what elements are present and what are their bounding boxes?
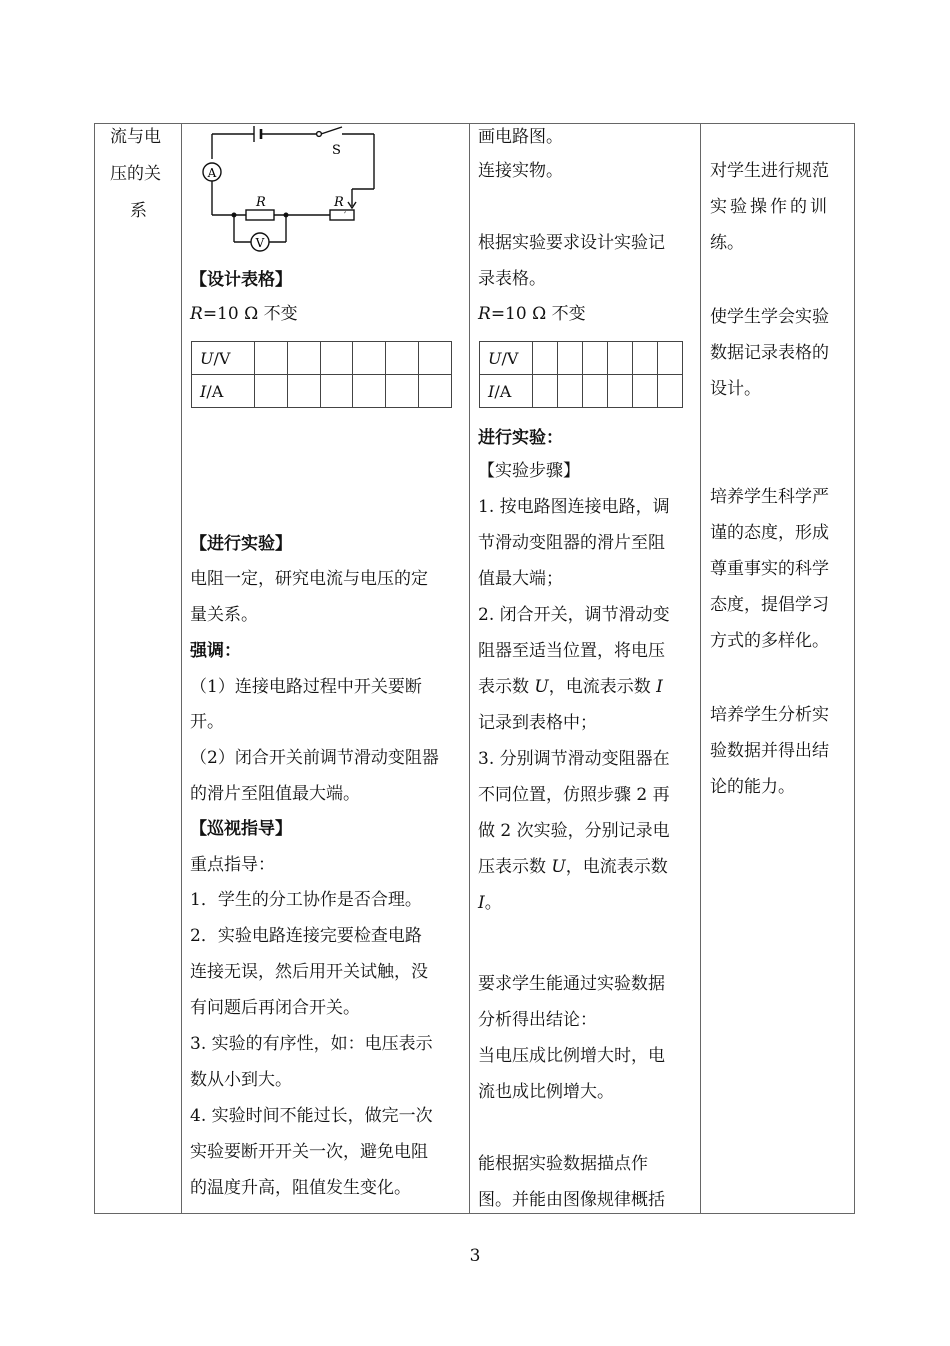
rheostat-prime: ′ xyxy=(344,211,347,222)
emphasis-line: 开。 xyxy=(190,712,224,732)
intent-line: 培养学生分析实 xyxy=(710,705,829,725)
step-line: 阻器至适当位置，将电压 xyxy=(478,641,665,661)
plot-line: 图。并能由图像规律概括 xyxy=(478,1190,665,1210)
step-line: I。 xyxy=(478,893,502,913)
table-right-border xyxy=(854,123,855,1214)
rheostat-label: R xyxy=(334,195,344,210)
inspect-line: 数从小到大。 xyxy=(190,1070,292,1090)
table-row: I/A xyxy=(192,375,452,408)
student-experiment-heading: 进行实验： xyxy=(478,428,563,448)
table-row: I/A xyxy=(480,375,683,408)
intent-line: 论的能力。 xyxy=(710,777,795,797)
intent-line: 态度，提倡学习 xyxy=(710,595,829,615)
intent-line: 对学生进行规范 xyxy=(710,161,829,181)
inspect-line: 4. 实验时间不能过长，做完一次 xyxy=(190,1106,433,1126)
experiment-line: 电阻一定，研究电流与电压的定 xyxy=(190,569,428,589)
step-line: 1. 按电路图连接电路，调 xyxy=(478,497,670,517)
step-line: 3. 分别调节滑动变阻器在 xyxy=(478,749,670,769)
intent-line: 尊重事实的科学 xyxy=(710,559,829,579)
table-row: U/V xyxy=(480,342,683,375)
student-line: 画电路图。 xyxy=(478,127,563,147)
step-line: 节滑动变阻器的滑片至阻 xyxy=(478,533,665,553)
student-resistance-note: R=10 Ω 不变 xyxy=(478,304,586,324)
student-design-line: 录表格。 xyxy=(478,269,546,289)
inspect-heading: 【巡视指导】 xyxy=(190,819,292,839)
step-line: 做 2 次实验，分别记录电 xyxy=(478,821,670,841)
step-line: 值最大端； xyxy=(478,569,563,589)
conclusion-line: 要求学生能通过实验数据 xyxy=(478,974,665,994)
student-record-table xyxy=(479,341,683,408)
intent-line: 练。 xyxy=(710,233,744,253)
inspect-line: 2．实验电路连接完要检查电路 xyxy=(190,926,422,946)
intent-line: 方式的多样化。 xyxy=(710,631,829,651)
resistance-note: R=10 Ω 不变 xyxy=(190,304,298,324)
table-left-border xyxy=(94,123,95,1214)
voltmeter-label: V xyxy=(255,236,265,250)
emphasis-line: 的滑片至阻值最大端。 xyxy=(190,784,360,804)
intent-line: 设计。 xyxy=(710,379,761,399)
intent-line: 使学生学会实验 xyxy=(710,307,829,327)
conclusion-line: 流也成比例增大。 xyxy=(478,1082,614,1102)
topic-line: 流与电 xyxy=(110,127,161,147)
intent-line: 谨的态度，形成 xyxy=(710,523,829,543)
inspect-line: 3. 实验的有序性，如：电压表示 xyxy=(190,1034,433,1054)
rheostat-symbol xyxy=(330,210,354,220)
inspect-line: 连接无误，然后用开关试触，没 xyxy=(190,962,428,982)
resistor-label: R xyxy=(256,195,266,210)
inspect-line: 有问题后再闭合开关。 xyxy=(190,998,360,1018)
experiment-heading: 【进行实验】 xyxy=(190,534,292,554)
table-divider-2 xyxy=(469,123,470,1214)
steps-heading: 【实验步骤】 xyxy=(478,461,580,481)
intent-line: 数据记录表格的 xyxy=(710,343,829,363)
step-line: 表示数 U，电流表示数 I xyxy=(478,677,663,697)
inspect-line: 重点指导： xyxy=(190,855,275,875)
step-line: 不同位置，仿照步骤 2 再 xyxy=(478,785,670,805)
table-divider-1 xyxy=(181,123,182,1214)
emphasis-heading: 强调： xyxy=(190,641,241,661)
step-line: 记录到表格中； xyxy=(478,713,597,733)
topic-line: 系 xyxy=(130,201,147,221)
inspect-line: 的温度升高，阻值发生变化。 xyxy=(190,1178,411,1198)
experiment-line: 量关系。 xyxy=(190,605,258,625)
inspect-line: 1．学生的分工协作是否合理。 xyxy=(190,890,422,910)
table-bottom-border xyxy=(94,1213,855,1214)
ammeter-label: A xyxy=(207,166,217,180)
step-line: 压表示数 U，电流表示数 xyxy=(478,857,668,877)
intent-line: 实验操作的训 xyxy=(710,197,830,217)
plot-line: 能根据实验数据描点作 xyxy=(478,1154,648,1174)
emphasis-line: （1）连接电路过程中开关要断 xyxy=(190,677,422,697)
teacher-record-table xyxy=(191,341,452,408)
inspect-line: 实验要断开开关一次，避免电阻 xyxy=(190,1142,428,1162)
step-line: 2. 闭合开关，调节滑动变 xyxy=(478,605,670,625)
resistor-symbol xyxy=(246,210,274,220)
switch-label: S xyxy=(332,143,341,158)
circuit-diagram xyxy=(196,124,381,254)
switch-contact xyxy=(317,132,322,137)
intent-line: 培养学生科学严 xyxy=(710,487,829,507)
conclusion-line: 分析得出结论： xyxy=(478,1010,597,1030)
switch-lever xyxy=(321,127,342,134)
intent-line: 验数据并得出结 xyxy=(710,741,829,761)
conclusion-line: 当电压成比例增大时，电 xyxy=(478,1046,665,1066)
page-number: 3 xyxy=(469,1246,481,1266)
emphasis-line: （2）闭合开关前调节滑动变阻器 xyxy=(190,748,439,768)
student-line: 连接实物。 xyxy=(478,161,563,181)
topic-line: 压的关 xyxy=(110,164,161,184)
student-design-line: 根据实验要求设计实验记 xyxy=(478,233,665,253)
table-divider-3 xyxy=(700,123,701,1214)
table-row: U/V xyxy=(192,342,452,375)
design-table-heading: 【设计表格】 xyxy=(190,270,292,290)
